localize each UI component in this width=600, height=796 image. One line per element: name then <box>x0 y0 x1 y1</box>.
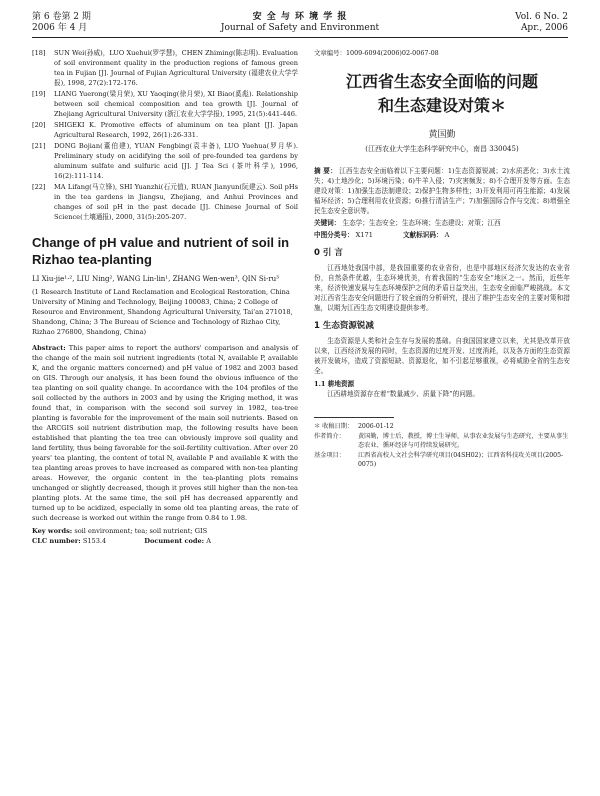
reference-item <box>32 89 298 119</box>
reference-text: LIANG Yuerong(梁月荣), XU Yaoqing(徐月荣), XI Biao(奚彪). Relationship between soil chemical composition and tea growth [J]. Journal of Zhejiang Agricultural University (浙江农业大学学报), 1995, 21(5):441-446. <box>54 90 298 118</box>
left-column <box>32 48 298 546</box>
reference-text: SHIGEKI K. Promotive effects of aluminum on tea plant [J]. Japan Agricultural Research, 1992, 26(1):26-331. <box>54 121 298 139</box>
doc-code-field <box>144 536 211 546</box>
clc-label: 中图分类号： <box>314 231 354 239</box>
chinese-title-line: 和生态建设对策＊ <box>377 96 506 115</box>
doc-code-label: 文献标识码： <box>402 231 443 239</box>
journal-name-cn: 安 全 与 环 境 学 报 <box>252 12 348 22</box>
footnote-rule <box>314 417 394 418</box>
reference-number: [19] <box>32 90 46 98</box>
chinese-classification <box>314 230 570 240</box>
chinese-keywords <box>314 218 570 228</box>
running-header <box>32 12 568 36</box>
body-paragraph: 江西地处我国中部，是我国重要的农业省份，也是中部地区经济欠发达的农业省份，自然条件优越，生态环境优美，有着我国的“生态安全”地区之一。然而，近些年来，经济快速发展与生态环境保护之间的矛盾日益突出，生态安全面临严峻挑战。本文对江西省生态安全问题进行了较全面的分析研究，提出了维护生态安全的主要对策和措施，以期为江西生态文明建设提供参考。 <box>314 264 570 312</box>
reference-number: [18] <box>32 49 46 57</box>
doc-code-field <box>403 230 449 240</box>
reference-text: SUN Wei(孙威)，LUO Xuehui(罗学慧)，CHEN Zhiming(陈志明). Evaluation of soil environment quality in the production regions of famous green tea in Fujian [J]. Journal of Fujian Agricultural University (福建农业大学学报), 1998, 27(2):172-176. <box>54 49 298 87</box>
journal-name-en: Journal of Safety and Environment <box>220 23 380 33</box>
header-center <box>32 12 568 34</box>
clc-label: CLC number: <box>32 537 81 545</box>
keywords-label: Key words: <box>32 527 73 535</box>
chinese-abstract <box>314 166 570 216</box>
clc-field <box>314 230 373 240</box>
footnote-text: 2006-01-12 <box>358 423 394 430</box>
english-affiliation: (1 Research Institute of Land Reclamation and Ecological Restoration, China University of Mining and Technology, Beijing 100083, China; 2 College of Resource and Environment, Shandong Agricultural University, Tai'an 271018, Shandong, China; 3 The Bureau of Science and Technology of Rizhao City, Rizhao 276800, Shandong, China) <box>32 288 293 336</box>
header-date-cn: 2006 年 4 月 <box>32 23 88 33</box>
doc-code-value: A <box>206 537 211 545</box>
footnote-text: 黄国勤，博士后，教授，博士生导师，从事农业发展与生态研究，主要从事生态农业、循环经济与可持续发展研究。 <box>358 432 569 449</box>
abstract-label: Abstract: <box>32 344 66 352</box>
footnote-item <box>314 432 570 451</box>
reference-number: [22] <box>32 183 46 191</box>
keywords-text: soil environment; tea; soil nutrient; GIS <box>74 527 208 535</box>
footnote-label: 作者简介： <box>314 432 345 440</box>
english-abstract <box>32 343 298 523</box>
header-right <box>515 12 568 34</box>
clc-value: X171 <box>355 231 373 239</box>
section-heading: 0 引 言 <box>314 248 343 258</box>
chinese-affiliation: (江西农业大学生态科学研究中心，南昌 330045) <box>365 145 519 153</box>
body-paragraph: 生态资源是人类和社会生存与发展的基础。自我国国家建立以来，尤其是改革开放以来，江西经济发展的同时，生态资源的过度开发、过度消耗，以及各方面的生态资源被开发破坏，造成了资源短缺、资源退化，如不引起足够重视，必将威胁全省的生态安全。 <box>314 337 570 375</box>
chinese-title <box>314 70 570 118</box>
chinese-author: 黄国勤 <box>428 130 456 140</box>
footnote-item <box>314 451 570 470</box>
reference-number: [20] <box>32 121 46 129</box>
header-date-en: Apr., 2006 <box>520 23 568 33</box>
body-paragraph: 江西耕地资源存在着“数量减少、质量下降”的问题。 <box>327 390 479 398</box>
reference-item <box>32 120 298 140</box>
keywords-text: 生态学；生态安全；生态环境；生态建设；对策；江西 <box>342 219 501 227</box>
abstract-text: This paper aims to report the authors' comparison and analysis of the change of the main soil nutrient ingredients (total N, available P, available K, and the organic matters concerned) and pH value of 1982 and 2003 based on GIS. Through our analysis, it has been found the obvious influence of the tea planting on soil quality change. In accordance with the 104 profiles of the soil collected by the authors in 2003 and by using the Kriging method, it was found that, in comparison with the second soil survey in 1982, tea-tree planting is favorable for the improvement of the main soil nutrients. Based on the ARCGIS soil nutrient distribution map, the following results have been established that planting the tea tree can obviously improve soil quality and land fertility, thus being favorable for the soil-fertility cultivation. After over 20 years' tea planting, the content of total N, available P and available K with the tea planting areas proves to have increased as compared with non-tea planting areas. However, the organic content in the tea-planting plots remains unchanged or slightly decreased, though it proves still higher than the non-tea planting plots. At the same time, the soil pH has decreased apparently and turned up to be acidized, especially in some old tea planting areas, the rate of such decrease is worked out within the range from 0.84 to 1.98. <box>32 344 298 522</box>
right-column <box>314 48 570 470</box>
english-title: Change of pH value and nutrient of soil in Rizhao tea-planting <box>32 235 290 267</box>
clc-field <box>32 536 106 546</box>
clc-value: S153.4 <box>82 537 107 545</box>
reference-number: [21] <box>32 142 46 150</box>
volume-en: Vol. 6 No. 2 <box>515 12 568 22</box>
article-number: 文章编号：1009-6094(2006)02-0067-08 <box>314 49 439 57</box>
subsection-heading: 1.1 耕地资源 <box>314 380 355 388</box>
chinese-title-line: 江西省生态安全面临的问题 <box>345 72 538 91</box>
footnote-item <box>314 422 570 432</box>
volume-issue: 第 6 卷第 2 期 <box>32 12 91 22</box>
section-heading: 1 生态资源锐减 <box>314 321 374 331</box>
english-authors: LI Xiu-jie¹·², LIU Ning², WANG Lin-lin¹, ZHANG Wen-wen³, QIN Si-ru³ <box>32 275 279 283</box>
footnotes <box>314 422 570 470</box>
footnote-label: ＊ 收稿日期： <box>314 423 354 430</box>
reference-text: DONG Bojian(董伯建), YUAN Fengbing(袁丰备), LUO Yuehua(罗月华). Preliminary study on acidifying the soil of pre-founded tea gardens by aluminum sulfate and sulfuric acid [J]. J Tea Sci (茶叶科学), 1996, 16(2):111-114. <box>54 142 298 180</box>
footnote-label: 基金项目： <box>314 451 345 459</box>
reference-list <box>32 48 298 222</box>
reference-text: MA Lifang(马立锋), SHI Yuanzhi(石元值), RUAN Jianyun(阮建云). Soil pHs in the tea gardens in Jiangsu, Zhejiang, and Anhui Provinces and changes of soil pH in the past decade [J]. Chinese Journal of Soil Science(土壤通报), 2000, 31(5):205-207. <box>54 183 298 221</box>
reference-item <box>32 48 298 88</box>
footnote-text: 江西省高校人文社会科学研究项目(04SH02)；江西省科技攻关项目(2005-0075) <box>358 451 564 468</box>
reference-item <box>32 141 298 181</box>
keywords-label: 关键词： <box>314 219 341 227</box>
abstract-label: 摘 要： <box>314 167 337 175</box>
doc-code-label: Document code: <box>144 537 205 545</box>
english-keywords <box>32 526 298 536</box>
reference-item <box>32 182 298 222</box>
english-classification <box>32 536 298 546</box>
header-rule <box>32 37 568 38</box>
abstract-text: 江西生态安全面临着以下主要问题：1)生态资源锐减；2)水质恶化；3)水土流失；4)土地沙化；5)环境污染；6)牛羊入侵；7)灾害频发；8)不合理开发等方面。生态建设对策：1)加强生态法制建设；2)保护生物多样性；3)开发利用可再生能源；4)发展循环经济；5)合理利用农业资源；6)推行清洁生产；7)加强国际合作与交流；8)增强全民生态安全意识等。 <box>314 167 570 215</box>
doc-code-value: A <box>444 231 450 239</box>
